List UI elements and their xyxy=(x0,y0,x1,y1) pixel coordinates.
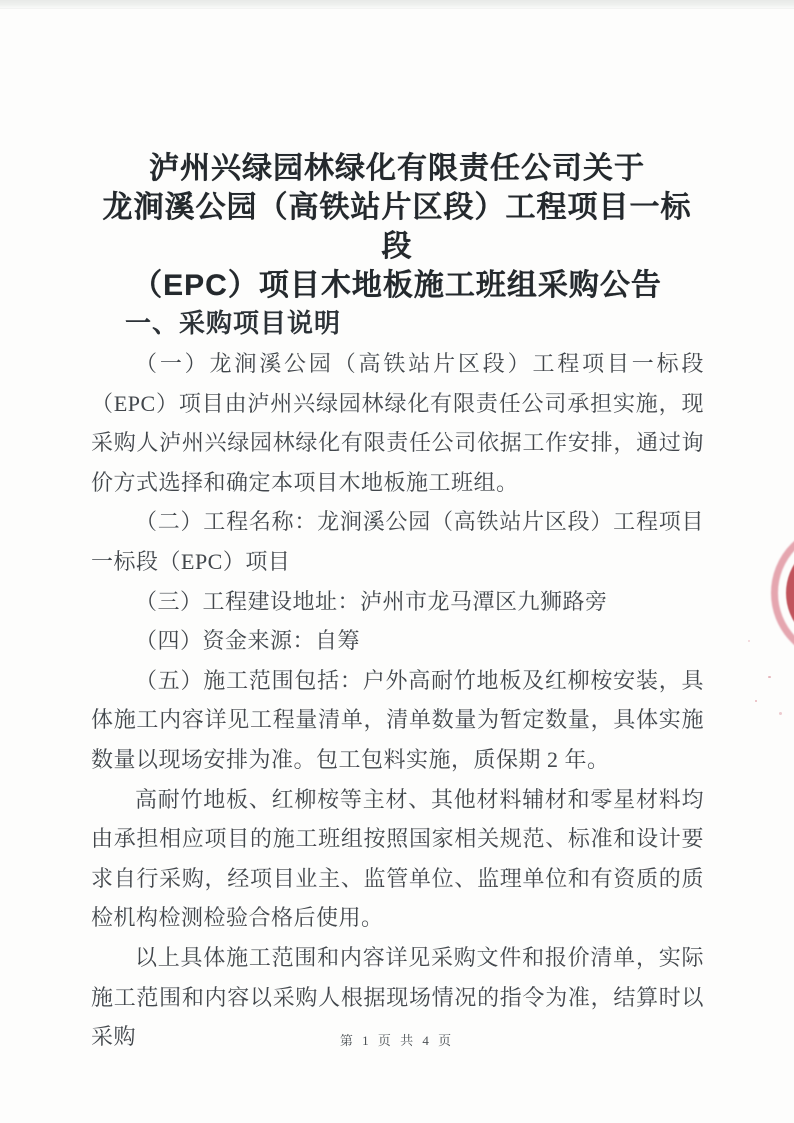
seal-outer-ring xyxy=(771,523,794,663)
seal-ink-speckle xyxy=(755,700,757,702)
seal-ink-speckle xyxy=(779,712,782,715)
title-line-1: 泸州兴绿园林绿化有限责任公司关于 xyxy=(149,152,645,185)
paragraph-2: （二）工程名称：龙涧溪公园（高铁站片区段）工程项目一标段（EPC）项目 xyxy=(91,509,704,574)
seal-ink-speckle xyxy=(748,640,750,642)
paragraph-6: 高耐竹地板、红柳桉等主材、其他材料辅材和零星材料均由承担相应项目的施工班组按照国家相关规范、标准和设计要求自行采购，经项目业主、监管单位、监理单位和有资质的质检机构检测检验合格后使用。 xyxy=(91,786,704,931)
title-line-3: （EPC）项目木地板施工班组采购公告 xyxy=(132,269,662,302)
paragraph-5: （五）施工范围包括：户外高耐竹地板及红柳桉安装，具体施工内容详见工程量清单，清单数量为暂定数量，具体实施数量以现场安排为准。包工包料实施，质保期 2 年。 xyxy=(91,667,704,772)
paragraph-1: （一）龙涧溪公园（高铁站片区段）工程项目一标段（EPC）项目由泸州兴绿园林绿化有限责任公司承担实施，现采购人泸州兴绿园林绿化有限责任公司依据工作安排，通过询价方式选择和确定本项目木地板施工班组。 xyxy=(91,351,704,495)
scan-edge-artifact xyxy=(0,0,794,9)
seal-ink-speckle xyxy=(768,676,771,678)
paragraph-4: （四）资金来源：自筹 xyxy=(135,628,361,654)
title-line-2: 龙涧溪公园（高铁站片区段）工程项目一标段 xyxy=(102,191,692,263)
document-title xyxy=(90,149,704,305)
paragraph-7: 以上具体施工范围和内容详见采购文件和报价清单，实际施工范围和内容以采购人根据现场情况的指令为准，结算时以采购 xyxy=(91,944,704,1050)
document-body xyxy=(91,303,704,1057)
section-heading: 一、采购项目说明 xyxy=(125,308,342,338)
seal-inner-ring xyxy=(786,538,794,648)
paragraph-3: （三）工程建设地址：泸州市龙马潭区九狮路旁 xyxy=(135,588,608,614)
page-number: 第 1 页 共 4 页 xyxy=(339,1033,455,1048)
